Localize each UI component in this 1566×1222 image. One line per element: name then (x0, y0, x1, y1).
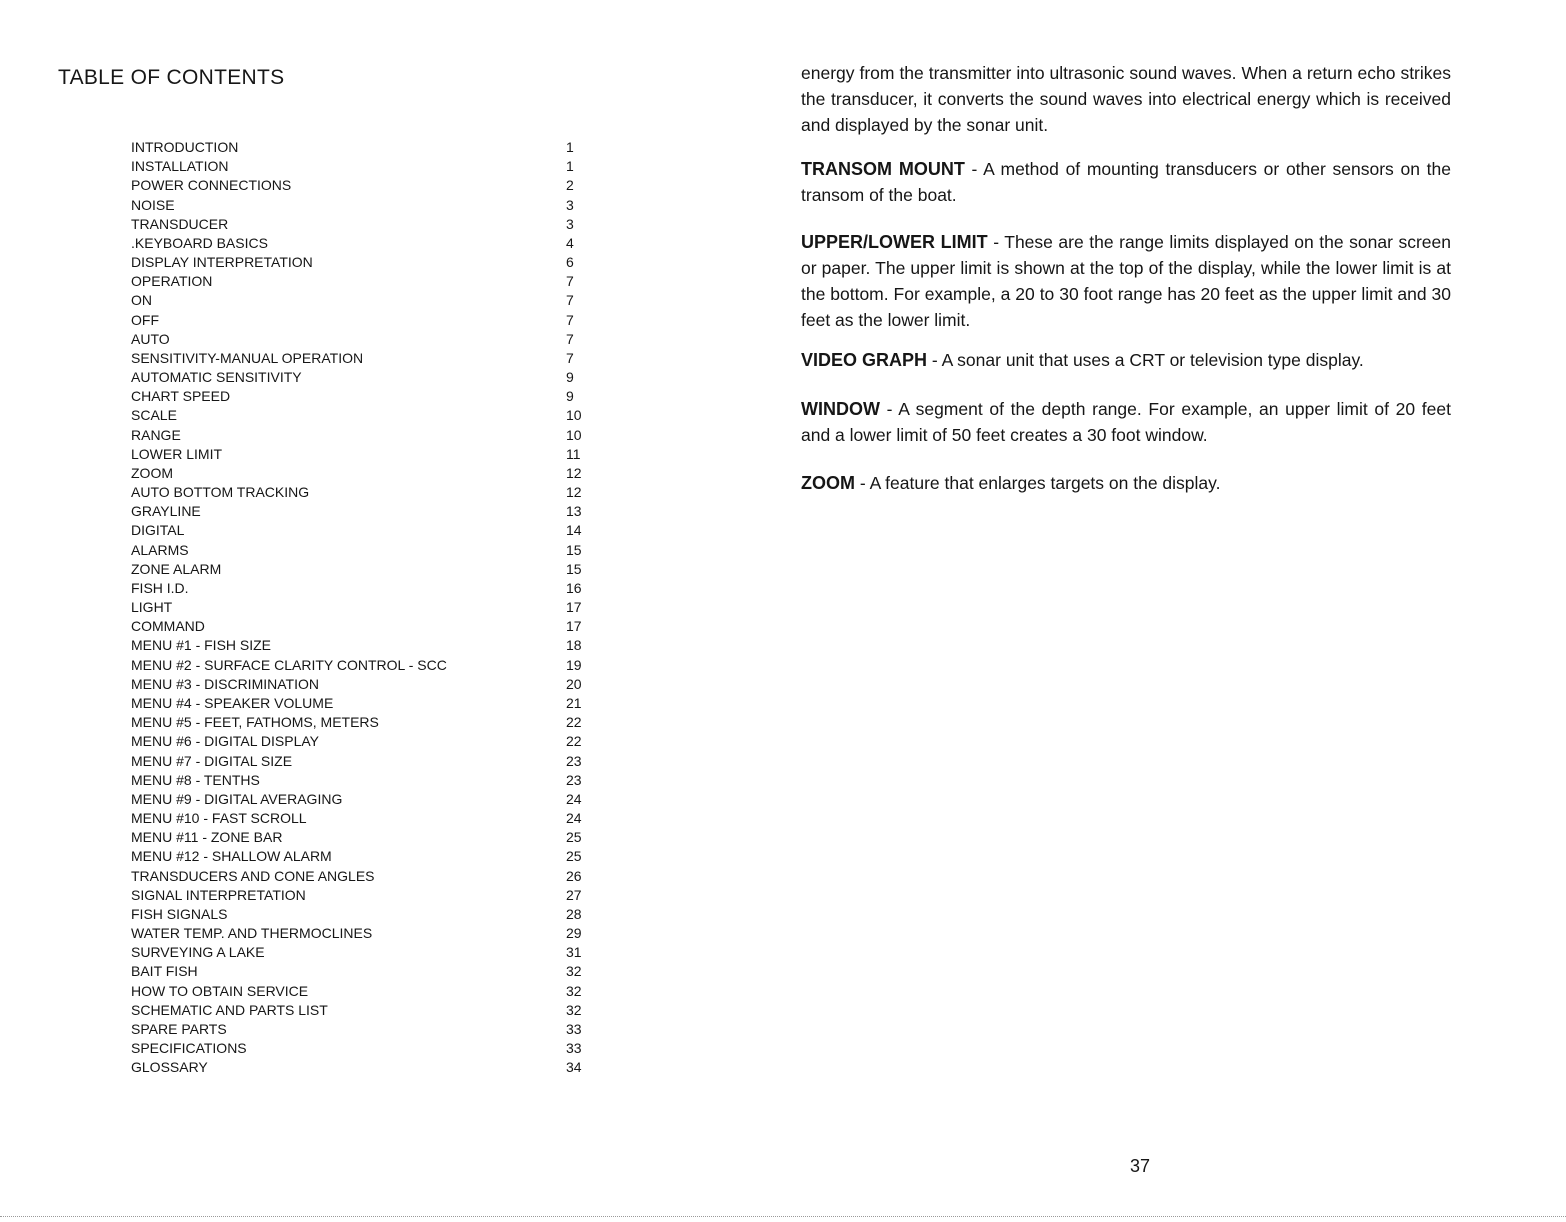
glossary-entry-transom-mount (801, 156, 1451, 208)
toc-entry-label: MENU #10 - FAST SCROLL (131, 810, 307, 827)
toc-entry-label: MENU #8 - TENTHS (131, 771, 260, 788)
toc-entry-page: 7 (566, 292, 574, 309)
toc-entry (131, 426, 591, 445)
toc-entry-page: 25 (566, 829, 582, 846)
toc-entry-label: AUTO BOTTOM TRACKING (131, 484, 310, 501)
toc-entry-page: 16 (566, 579, 582, 596)
toc-entry-label: ALARMS (131, 541, 189, 558)
glossary-entry-zoom (801, 470, 1451, 496)
toc-entry-label: BAIT FISH (131, 963, 198, 980)
glossary-term: ZOOM (801, 473, 855, 493)
toc-entry-page: 2 (566, 177, 574, 194)
toc-entry-label: LIGHT (131, 599, 173, 616)
toc-entry (131, 598, 591, 617)
toc-entry-page: 31 (566, 944, 582, 961)
toc-entry-page: 21 (566, 694, 582, 711)
toc-entry-page: 17 (566, 599, 582, 616)
toc-entry (131, 579, 591, 598)
toc-entry-page: 11 (566, 445, 581, 462)
toc-entry (131, 1039, 591, 1058)
toc-entry-label: HOW TO OBTAIN SERVICE (131, 982, 309, 999)
toc-entry-page: 1 (566, 158, 574, 175)
toc-entry (131, 943, 591, 962)
toc-entry-page: 33 (566, 1040, 582, 1057)
toc-entry-label: .KEYBOARD BASICS (131, 234, 268, 251)
glossary-entry-video-graph (801, 347, 1451, 373)
glossary-continuation: energy from the transmitter into ultrasonic sound waves. When a return echo strikes the transducer, it converts the sound waves into electrical energy which is received and displayed by the sonar unit. (801, 63, 1451, 135)
glossary-definition: - A sonar unit that uses a CRT or television type display. (927, 350, 1364, 370)
toc-entry (131, 138, 591, 157)
toc-entry-label: DISPLAY INTERPRETATION (131, 254, 313, 271)
toc-entry (131, 694, 591, 713)
toc-entry-page: 34 (566, 1059, 582, 1076)
toc-entry-label: MENU #11 - ZONE BAR (131, 829, 283, 846)
glossary-entry-window (801, 396, 1451, 448)
toc-entry (131, 771, 591, 790)
toc-entry (131, 272, 591, 291)
toc-entry (131, 176, 591, 195)
toc-entry (131, 867, 591, 886)
toc-entry-label: FISH I.D. (131, 579, 189, 596)
toc-entry-label: ON (131, 292, 152, 309)
toc-entry (131, 234, 591, 253)
glossary-term: TRANSOM MOUNT (801, 159, 965, 179)
toc-entry-label: SPECIFICATIONS (131, 1040, 247, 1057)
toc-entry-page: 24 (566, 810, 582, 827)
toc-entry-label: NOISE (131, 196, 175, 213)
toc-entry-page: 7 (566, 311, 574, 328)
toc-entry-page: 15 (566, 541, 582, 558)
toc-title: TABLE OF CONTENTS (58, 66, 285, 89)
toc-entry-label: ZOOM (131, 464, 173, 481)
toc-entry (131, 656, 591, 675)
toc-entry (131, 617, 591, 636)
toc-entry-label: DIGITAL (131, 522, 185, 539)
toc-entry-page: 4 (566, 234, 574, 251)
toc-entry (131, 809, 591, 828)
left-page (0, 0, 780, 1222)
toc-entry-page: 12 (566, 484, 582, 501)
toc-entry-label: TRANSDUCER (131, 215, 229, 232)
toc-entry (131, 406, 591, 425)
toc-entry-label: AUTO (131, 330, 170, 347)
toc-entry-page: 27 (566, 886, 582, 903)
toc-entry-label: MENU #2 - SURFACE CLARITY CONTROL - SCC (131, 656, 447, 673)
toc-entry-label: WATER TEMP. AND THERMOCLINES (131, 925, 373, 942)
toc-entry-page: 13 (566, 503, 582, 520)
toc-entry-label: MENU #12 - SHALLOW ALARM (131, 848, 332, 865)
toc-entry-page: 17 (566, 618, 582, 635)
toc-entry-page: 9 (566, 388, 574, 405)
toc-entry (131, 560, 591, 579)
toc-entry-label: MENU #3 - DISCRIMINATION (131, 675, 319, 692)
toc-entry-page: 29 (566, 925, 582, 942)
toc-entry-page: 32 (566, 982, 582, 999)
toc-entry-page: 3 (566, 215, 574, 232)
toc-entry-page: 10 (566, 407, 582, 424)
toc-entry-label: LOWER LIMIT (131, 445, 223, 462)
toc-entry-label: SURVEYING A LAKE (131, 944, 265, 961)
toc-entry-label: FISH SIGNALS (131, 905, 228, 922)
toc-entry-label: OFF (131, 311, 159, 328)
toc-entry-page: 6 (566, 254, 574, 271)
toc-list (131, 138, 591, 1077)
toc-entry (131, 905, 591, 924)
toc-entry-label: INSTALLATION (131, 158, 229, 175)
toc-entry-label: RANGE (131, 426, 181, 443)
toc-entry-label: MENU #9 - DIGITAL AVERAGING (131, 790, 343, 807)
toc-entry (131, 521, 591, 540)
toc-entry-page: 23 (566, 752, 582, 769)
toc-entry (131, 752, 591, 771)
toc-entry-page: 9 (566, 369, 574, 386)
toc-entry-label: GLOSSARY (131, 1059, 208, 1076)
glossary-entry-upper-lower-limit (801, 229, 1451, 333)
toc-entry (131, 828, 591, 847)
toc-entry (131, 790, 591, 809)
toc-entry (131, 886, 591, 905)
toc-entry-label: AUTOMATIC SENSITIVITY (131, 369, 302, 386)
toc-entry-page: 32 (566, 1001, 582, 1018)
toc-entry (131, 330, 591, 349)
toc-entry (131, 445, 591, 464)
toc-entry-page: 12 (566, 464, 582, 481)
toc-entry-label: SENSITIVITY-MANUAL OPERATION (131, 349, 364, 366)
toc-entry (131, 847, 591, 866)
toc-entry-page: 7 (566, 349, 574, 366)
toc-entry-page: 7 (566, 273, 574, 290)
toc-entry-page: 32 (566, 963, 582, 980)
toc-entry-label: COMMAND (131, 618, 205, 635)
toc-entry (131, 732, 591, 751)
glossary-term: WINDOW (801, 399, 880, 419)
toc-entry-page: 33 (566, 1020, 582, 1037)
toc-entry-page: 26 (566, 867, 582, 884)
scan-edge-divider (0, 1216, 1566, 1217)
toc-entry (131, 483, 591, 502)
toc-entry (131, 349, 591, 368)
toc-entry-label: MENU #1 - FISH SIZE (131, 637, 272, 654)
toc-entry-page: 14 (566, 522, 582, 539)
toc-entry (131, 982, 591, 1001)
toc-entry-page: 28 (566, 905, 582, 922)
page-number: 37 (1130, 1156, 1151, 1176)
glossary-term: VIDEO GRAPH (801, 350, 928, 370)
toc-entry (131, 387, 591, 406)
toc-entry (131, 215, 591, 234)
toc-entry-label: CHART SPEED (131, 388, 231, 405)
toc-entry (131, 464, 591, 483)
toc-entry (131, 1001, 591, 1020)
toc-entry (131, 502, 591, 521)
toc-entry-page: 20 (566, 675, 582, 692)
toc-entry (131, 368, 591, 387)
toc-entry-label: MENU #6 - DIGITAL DISPLAY (131, 733, 320, 750)
toc-entry-label: MENU #5 - FEET, FATHOMS, METERS (131, 714, 379, 731)
toc-entry-label: TRANSDUCERS AND CONE ANGLES (131, 867, 375, 884)
toc-entry-page: 18 (566, 637, 582, 654)
toc-entry-page: 19 (566, 656, 582, 673)
toc-entry-label: MENU #7 - DIGITAL SIZE (131, 752, 293, 769)
toc-entry-label: SCHEMATIC AND PARTS LIST (131, 1001, 328, 1018)
toc-entry (131, 311, 591, 330)
toc-entry-label: SIGNAL INTERPRETATION (131, 886, 306, 903)
toc-entry (131, 541, 591, 560)
toc-entry-label: GRAYLINE (131, 503, 201, 520)
toc-entry-page: 7 (566, 330, 574, 347)
toc-entry-label: SPARE PARTS (131, 1020, 227, 1037)
toc-entry (131, 291, 591, 310)
toc-entry-page: 25 (566, 848, 582, 865)
toc-entry (131, 253, 591, 272)
toc-entry-page: 10 (566, 426, 582, 443)
glossary-definition: - A feature that enlarges targets on the display. (855, 473, 1221, 493)
toc-entry (131, 157, 591, 176)
glossary-term: UPPER/LOWER LIMIT (801, 232, 988, 252)
toc-entry-label: INTRODUCTION (131, 139, 239, 155)
toc-entry (131, 1058, 591, 1077)
toc-entry-label: OPERATION (131, 273, 213, 290)
toc-entry (131, 196, 591, 215)
toc-entry-page: 24 (566, 790, 582, 807)
toc-entry (131, 1020, 591, 1039)
glossary-definition: - A method of mounting transducers or other sensors on the transom of the boat. (801, 159, 1451, 205)
toc-entry-label: SCALE (131, 407, 177, 424)
toc-entry (131, 713, 591, 732)
toc-entry-page: 15 (566, 560, 582, 577)
glossary-definition: - These are the range limits displayed on the sonar screen or paper. The upper limit is shown at the top of the display, while the lower limit is at the bottom. For example, a 20 to 30 foot range has 20 feet as the upper limit and 30 feet as the lower limit. (801, 232, 1451, 330)
glossary-definition: - A segment of the depth range. For example, an upper limit of 20 feet and a lower limit of 50 feet creates a 30 foot window. (801, 399, 1451, 445)
toc-entry-page: 22 (566, 733, 582, 750)
toc-entry-label: MENU #4 - SPEAKER VOLUME (131, 694, 334, 711)
toc-entry-page: 23 (566, 771, 582, 788)
toc-entry (131, 675, 591, 694)
toc-entry-page: 1 (566, 139, 574, 155)
toc-entry-page: 3 (566, 196, 574, 213)
toc-entry (131, 924, 591, 943)
toc-entry (131, 636, 591, 655)
toc-entry-label: ZONE ALARM (131, 560, 222, 577)
toc-entry-label: POWER CONNECTIONS (131, 177, 292, 194)
toc-entry-page: 22 (566, 714, 582, 731)
toc-entry (131, 962, 591, 981)
